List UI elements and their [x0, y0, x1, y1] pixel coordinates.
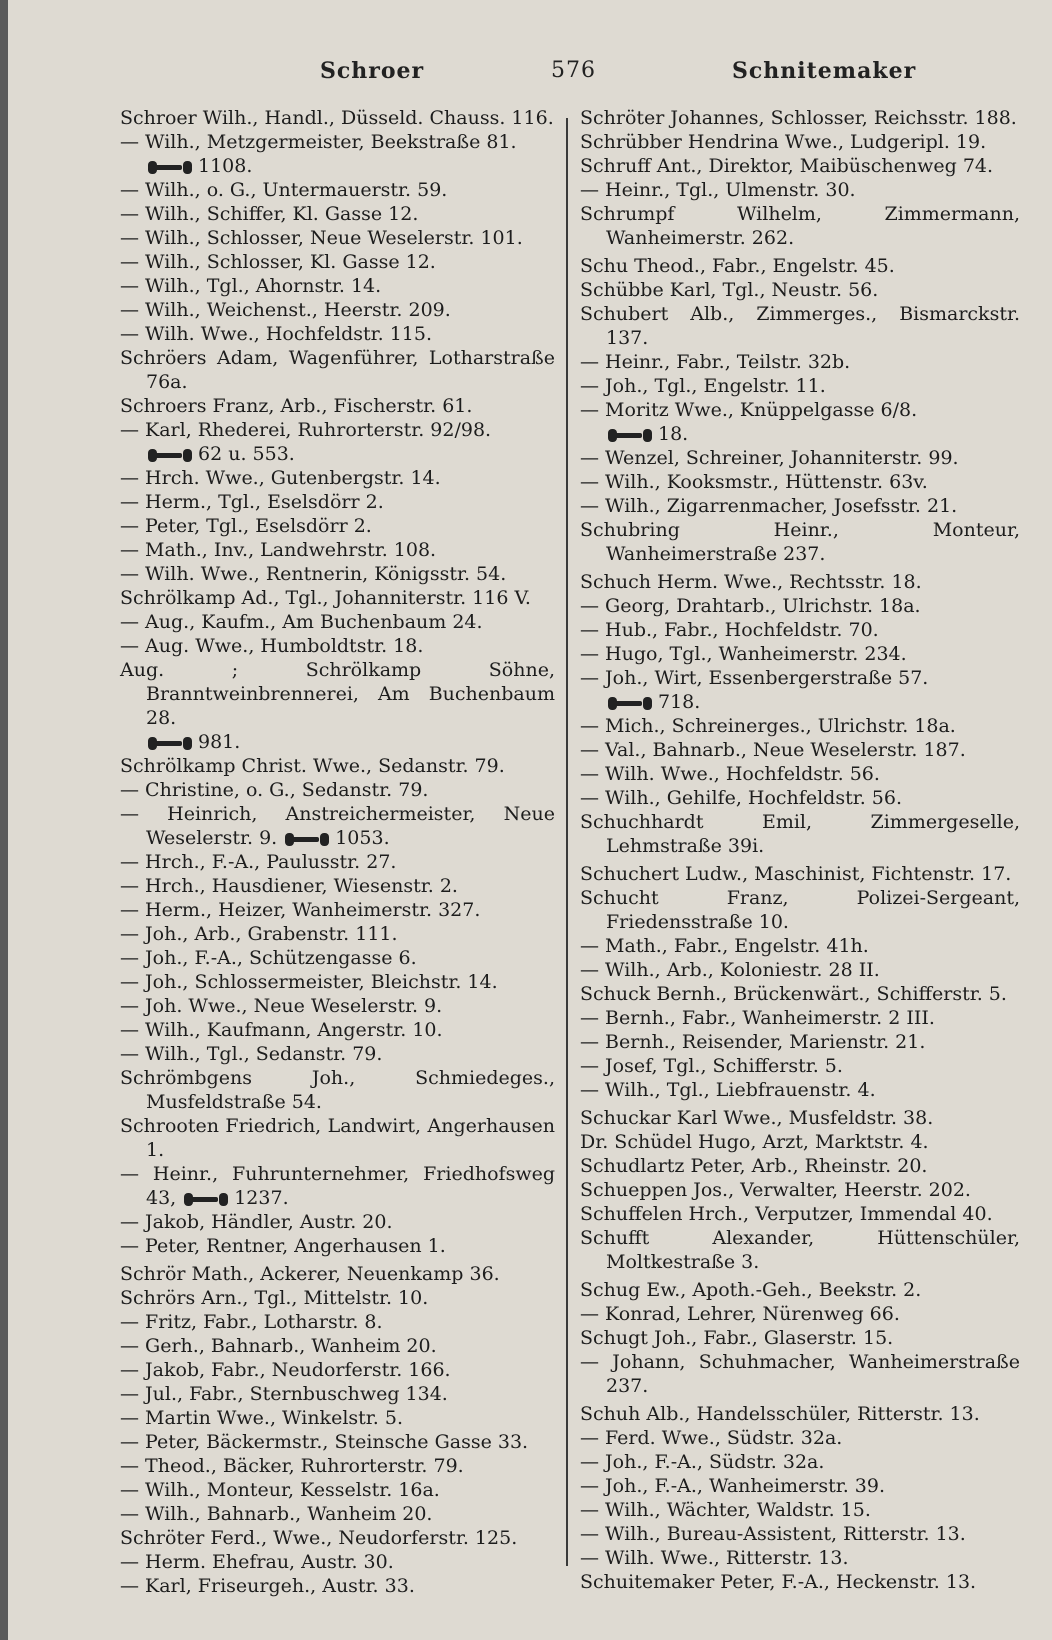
entry-text: Schrörs Arn., Tgl., Mittelstr. 10. — [120, 1287, 429, 1309]
entry-text: Schubert Alb., Zimmerges., Bismarckstr. 137. — [580, 303, 1020, 349]
phone-number: 718. — [658, 691, 701, 713]
directory-entry — [580, 278, 1020, 302]
entry-text: — Mich., Schreinerges., Ulrichstr. 18a. — [580, 715, 956, 737]
directory-entry — [120, 634, 555, 658]
entry-text: Schugt Joh., Fabr., Glaserstr. 15. — [580, 1327, 894, 1349]
entry-text: — Joh., Schlossermeister, Bleichstr. 14. — [120, 971, 498, 993]
directory-entry — [580, 1450, 1020, 1474]
directory-entry — [120, 970, 555, 994]
entry-text: Schrooten Friedrich, Landwirt, Angerhausen 1. — [120, 1115, 555, 1161]
directory-entry — [120, 1066, 555, 1114]
directory-entry — [120, 1526, 555, 1550]
directory-entry — [120, 274, 555, 298]
directory-entry — [580, 446, 1020, 470]
directory-entry — [120, 1018, 555, 1042]
directory-entry — [580, 594, 1020, 618]
directory-entry — [120, 130, 555, 154]
entry-text: — Wilh. Wwe., Hochfeldstr. 115. — [120, 323, 433, 345]
phone-number: 981. — [198, 731, 241, 753]
entry-text: Schrübber Hendrina Wwe., Ludgeripl. 19. — [580, 131, 987, 153]
entry-text: Schrölkamp Ad., Tgl., Johanniterstr. 116 V. — [120, 587, 531, 609]
entry-text: — Wilh., Monteur, Kesselstr. 16a. — [120, 1479, 440, 1501]
directory-entry — [120, 1550, 555, 1574]
directory-entry — [120, 490, 555, 514]
directory-entry — [580, 1326, 1020, 1350]
entry-text: — Joh., F.-A., Südstr. 32a. — [580, 1451, 825, 1473]
directory-entry — [120, 994, 555, 1018]
entry-text: — Hrch., F.-A., Paulusstr. 27. — [120, 851, 397, 873]
directory-entry — [120, 1574, 555, 1598]
entry-text: Schröter Johannes, Schlosser, Reichsstr. 188. — [580, 107, 1017, 129]
entry-text: — Josef, Tgl., Schifferstr. 5. — [580, 1055, 843, 1077]
entry-text: — Wilh., Bureau-Assistent, Ritterstr. 13. — [580, 1523, 966, 1545]
entry-text: — Wilh., Zigarrenmacher, Josefsstr. 21. — [580, 495, 958, 517]
directory-entry — [120, 202, 555, 226]
directory-entry — [120, 394, 555, 418]
directory-entry — [580, 130, 1020, 154]
directory-entry — [120, 1358, 555, 1382]
directory-entry — [580, 810, 1020, 858]
directory-entry — [580, 494, 1020, 518]
directory-entry — [580, 1546, 1020, 1570]
entry-text: — Hrch., Hausdiener, Wiesenstr. 2. — [120, 875, 458, 897]
directory-entry — [120, 1162, 555, 1210]
entry-text: Schuchert Ludw., Maschinist, Fichtenstr. 17. — [580, 863, 1012, 885]
entry-text: Schubring Heinr., Monteur, Wanheimerstraße 237. — [580, 519, 1020, 565]
directory-entry — [120, 322, 555, 346]
entry-text: Schu Theod., Fabr., Engelstr. 45. — [580, 255, 895, 277]
directory-entry — [120, 1382, 555, 1406]
directory-entry — [120, 1310, 555, 1334]
directory-entry — [580, 1130, 1020, 1154]
directory-entry — [120, 1406, 555, 1430]
directory-entry — [120, 1454, 555, 1478]
directory-entry — [580, 1302, 1020, 1326]
entry-text: — Moritz Wwe., Knüppelgasse 6/8. — [580, 399, 918, 421]
entry-text: Schröers Adam, Wagenführer, Lotharstraße 76a. — [120, 347, 555, 393]
entry-text: — Konrad, Lehrer, Nürenweg 66. — [580, 1303, 900, 1325]
entry-text: Schroer Wilh., Handl., Düsseld. Chauss. 116. — [120, 107, 554, 129]
entry-text: — Aug., Kaufm., Am Buchenbaum 24. — [120, 611, 483, 633]
directory-entry — [120, 922, 555, 946]
entry-text: Schueppen Jos., Verwalter, Heerstr. 202. — [580, 1179, 971, 1201]
entry-text: — Wilh. Wwe., Rentnerin, Königsstr. 54. — [120, 563, 507, 585]
entry-text: — Wilh. Wwe., Ritterstr. 13. — [580, 1547, 849, 1569]
entry-text: — Theod., Bäcker, Ruhrorterstr. 79. — [120, 1455, 464, 1477]
entry-text: Schuckar Karl Wwe., Musfeldstr. 38. — [580, 1107, 934, 1129]
directory-entry — [580, 1522, 1020, 1546]
entry-text: — Bernh., Fabr., Wanheimerstr. 2 III. — [580, 1007, 935, 1029]
directory-entry — [120, 1334, 555, 1358]
entry-text: Schübbe Karl, Tgl., Neustr. 56. — [580, 279, 879, 301]
entry-text: — Peter, Bäckermstr., Steinsche Gasse 33. — [120, 1431, 529, 1453]
entry-text: — Joh., Arb., Grabenstr. 111. — [120, 923, 398, 945]
entry-text: Schuch Herm. Wwe., Rechtsstr. 18. — [580, 571, 922, 593]
directory-entry — [580, 518, 1020, 566]
directory-entry — [120, 1210, 555, 1234]
entry-text: — Hrch. Wwe., Gutenbergstr. 14. — [120, 467, 441, 489]
entry-text: — Wilh., Kaufmann, Angerstr. 10. — [120, 1019, 443, 1041]
directory-entry — [120, 802, 555, 850]
directory-entry — [580, 154, 1020, 178]
entry-text: — Joh. Wwe., Neue Weselerstr. 9. — [120, 995, 443, 1017]
directory-entry — [120, 298, 555, 322]
telephone-icon — [148, 448, 192, 462]
directory-entry — [120, 946, 555, 970]
entry-text: — Wilh., Schiffer, Kl. Gasse 12. — [120, 203, 419, 225]
entry-text: — Wilh., Schlosser, Kl. Gasse 12. — [120, 251, 436, 273]
entry-text: Schuh Alb., Handelsschüler, Ritterstr. 13. — [580, 1403, 980, 1425]
column-divider — [566, 118, 568, 1566]
directory-entry — [580, 1054, 1020, 1078]
left-column — [120, 106, 555, 1598]
entry-text: Schroers Franz, Arb., Fischerstr. 61. — [120, 395, 473, 417]
directory-entry — [580, 1426, 1020, 1450]
entry-text: — Wilh., Bahnarb., Wanheim 20. — [120, 1503, 433, 1525]
entry-text: — Math., Fabr., Engelstr. 41h. — [580, 935, 869, 957]
directory-entry — [580, 1106, 1020, 1130]
directory-entry — [580, 1278, 1020, 1302]
entry-text: — Val., Bahnarb., Neue Weselerstr. 187. — [580, 739, 966, 761]
directory-entry — [580, 1474, 1020, 1498]
entry-text: — Wilh., Metzgermeister, Beekstraße 81. — [120, 131, 517, 153]
phone-number: 62 u. 553. — [198, 443, 295, 465]
entry-text: — Georg, Drahtarb., Ulrichstr. 18a. — [580, 595, 921, 617]
directory-entry — [120, 1478, 555, 1502]
entry-text: — Aug. Wwe., Humboldtstr. 18. — [120, 635, 424, 657]
directory-entry — [580, 1006, 1020, 1030]
directory-entry — [580, 1498, 1020, 1522]
phone-number-line — [580, 690, 1020, 714]
entry-text: — Wilh., Tgl., Sedanstr. 79. — [120, 1043, 383, 1065]
phone-number-line — [580, 422, 1020, 446]
entry-text: — Wilh., Gehilfe, Hochfeldstr. 56. — [580, 787, 902, 809]
entry-text: — Jakob, Händler, Austr. 20. — [120, 1211, 393, 1233]
directory-entry — [120, 1042, 555, 1066]
entry-text: — Wilh., Tgl., Liebfrauenstr. 4. — [580, 1079, 876, 1101]
directory-entry — [120, 562, 555, 586]
directory-entry — [580, 1226, 1020, 1274]
header-right-keyword: Schnitemaker — [732, 58, 917, 84]
directory-entry — [120, 658, 555, 730]
phone-number-line — [120, 154, 555, 178]
entry-text: — Karl, Rhederei, Ruhrorterstr. 92/98. — [120, 419, 492, 441]
directory-entry — [120, 778, 555, 802]
directory-entry — [580, 1030, 1020, 1054]
directory-entry — [580, 1202, 1020, 1226]
directory-entry — [580, 1402, 1020, 1426]
directory-entry — [120, 466, 555, 490]
directory-entry — [120, 874, 555, 898]
directory-entry — [580, 862, 1020, 886]
entry-text: — Wilh., Wächter, Waldstr. 15. — [580, 1499, 871, 1521]
directory-entry — [120, 898, 555, 922]
entry-text: — Wilh., o. G., Untermauerstr. 59. — [120, 179, 448, 201]
directory-entry — [120, 346, 555, 394]
entry-text: — Wilh., Kooksmstr., Hüttenstr. 63v. — [580, 471, 928, 493]
directory-entry — [120, 226, 555, 250]
entry-text: — Wilh., Arb., Koloniestr. 28 II. — [580, 959, 880, 981]
entry-text: — Peter, Rentner, Angerhausen 1. — [120, 1235, 446, 1257]
entry-text: — Math., Inv., Landwehrstr. 108. — [120, 539, 437, 561]
directory-entry — [580, 982, 1020, 1006]
directory-entry — [580, 738, 1020, 762]
entry-text: — Bernh., Reisender, Marienstr. 21. — [580, 1031, 926, 1053]
entry-text: Schuck Bernh., Brückenwärt., Schifferstr. 5. — [580, 983, 1007, 1005]
directory-entry — [580, 934, 1020, 958]
directory-entry — [120, 250, 555, 274]
entry-text: — Peter, Tgl., Eselsdörr 2. — [120, 515, 372, 537]
entry-text: — Christine, o. G., Sedanstr. 79. — [120, 779, 429, 801]
entry-text: — Ferd. Wwe., Südstr. 32a. — [580, 1427, 843, 1449]
directory-entry — [580, 374, 1020, 398]
directory-entry — [580, 786, 1020, 810]
header-left-keyword: Schroer — [320, 58, 425, 84]
directory-entry — [120, 538, 555, 562]
phone-number-line — [120, 442, 555, 466]
directory-entry — [580, 618, 1020, 642]
phone-number: 1053. — [335, 827, 390, 849]
entry-text: — Wilh., Tgl., Ahornstr. 14. — [120, 275, 382, 297]
directory-entry — [580, 886, 1020, 934]
phone-number: 18. — [658, 423, 689, 445]
directory-entry — [120, 610, 555, 634]
entry-text: — Herm., Tgl., Eselsdörr 2. — [120, 491, 384, 513]
entry-text: — Johann, Schuhmacher, Wanheimerstraße 237. — [580, 1351, 1020, 1397]
entry-text: — Hugo, Tgl., Wanheimerstr. 234. — [580, 643, 907, 665]
entry-text: Schucht Franz, Polizei-Sergeant, Friedensstraße 10. — [580, 887, 1020, 933]
entry-text: Schruff Ant., Direktor, Maibüschenweg 74. — [580, 155, 994, 177]
entry-text: — Joh., Tgl., Engelstr. 11. — [580, 375, 826, 397]
directory-entry — [580, 642, 1020, 666]
entry-text: — Heinr., Fabr., Teilstr. 32b. — [580, 351, 851, 373]
directory-entry — [120, 850, 555, 874]
directory-entry — [580, 398, 1020, 422]
directory-entry — [120, 1262, 555, 1286]
telephone-icon — [285, 832, 329, 846]
entry-text: — Jul., Fabr., Sternbuschweg 134. — [120, 1383, 448, 1405]
entry-text: — Wenzel, Schreiner, Johanniterstr. 99. — [580, 447, 959, 469]
directory-entry — [120, 1234, 555, 1258]
entry-text: Dr. Schüdel Hugo, Arzt, Marktstr. 4. — [580, 1131, 929, 1153]
entry-text: Schuchhardt Emil, Zimmergeselle, Lehmstraße 39i. — [580, 811, 1020, 857]
entry-text: — Gerh., Bahnarb., Wanheim 20. — [120, 1335, 437, 1357]
directory-entry — [120, 1430, 555, 1454]
directory-entry — [120, 1114, 555, 1162]
entry-text: — Herm. Ehefrau, Austr. 30. — [120, 1551, 394, 1573]
directory-entry — [580, 714, 1020, 738]
directory-entry — [580, 202, 1020, 250]
right-column — [580, 106, 1020, 1594]
entry-text: Aug. ; Schrölkamp Söhne, Branntweinbrennerei, Am Buchenbaum 28. — [120, 659, 555, 729]
directory-entry — [580, 570, 1020, 594]
directory-page — [8, 0, 1052, 1640]
page-number: 576 — [551, 58, 596, 83]
directory-entry — [120, 178, 555, 202]
directory-entry — [120, 1286, 555, 1310]
directory-entry — [580, 350, 1020, 374]
directory-entry — [120, 586, 555, 610]
directory-entry — [580, 302, 1020, 350]
entry-text: Schröter Ferd., Wwe., Neudorferstr. 125. — [120, 1527, 518, 1549]
phone-number: 1108. — [198, 155, 253, 177]
entry-text: — Herm., Heizer, Wanheimerstr. 327. — [120, 899, 481, 921]
entry-text: Schrömbgens Joh., Schmiedeges., Musfeldstraße 54. — [120, 1067, 555, 1113]
directory-entry — [580, 106, 1020, 130]
page-header — [8, 58, 1052, 94]
directory-entry — [580, 178, 1020, 202]
directory-entry — [580, 666, 1020, 690]
directory-entry — [580, 1078, 1020, 1102]
directory-entry — [120, 418, 555, 442]
phone-number: 1237. — [234, 1187, 289, 1209]
entry-text: — Joh., F.-A., Schützengasse 6. — [120, 947, 417, 969]
directory-entry — [580, 254, 1020, 278]
directory-entry — [580, 762, 1020, 786]
directory-entry — [120, 106, 555, 130]
directory-entry — [580, 1154, 1020, 1178]
directory-entry — [580, 1178, 1020, 1202]
entry-text: — Wilh., Schlosser, Neue Weselerstr. 101. — [120, 227, 523, 249]
entry-text: Schuitemaker Peter, F.-A., Heckenstr. 13. — [580, 1571, 977, 1593]
phone-number-line — [120, 730, 555, 754]
entry-text: — Fritz, Fabr., Lotharstr. 8. — [120, 1311, 383, 1333]
entry-text: — Heinr., Fuhrunternehmer, Friedhofsweg 43, — [120, 1163, 555, 1209]
entry-text: — Heinrich, Anstreichermeister, Neue Weselerstr. 9. — [120, 803, 555, 849]
entry-text: Schug Ew., Apoth.-Geh., Beekstr. 2. — [580, 1279, 922, 1301]
entry-text: — Martin Wwe., Winkelstr. 5. — [120, 1407, 403, 1429]
entry-text: — Joh., Wirt, Essenbergerstraße 57. — [580, 667, 929, 689]
telephone-icon — [184, 1192, 228, 1206]
entry-text: — Wilh. Wwe., Hochfeldstr. 56. — [580, 763, 880, 785]
telephone-icon — [148, 736, 192, 750]
directory-entry — [120, 514, 555, 538]
entry-text: — Wilh., Weichenst., Heerstr. 209. — [120, 299, 451, 321]
entry-text: — Heinr., Tgl., Ulmenstr. 30. — [580, 179, 856, 201]
entry-text: Schrör Math., Ackerer, Neuenkamp 36. — [120, 1263, 500, 1285]
entry-text: — Hub., Fabr., Hochfeldstr. 70. — [580, 619, 879, 641]
directory-entry — [580, 1570, 1020, 1594]
directory-entry — [580, 1350, 1020, 1398]
entry-text: Schrölkamp Christ. Wwe., Sedanstr. 79. — [120, 755, 505, 777]
telephone-icon — [608, 428, 652, 442]
entry-text: Schudlartz Peter, Arb., Rheinstr. 20. — [580, 1155, 928, 1177]
entry-text: — Jakob, Fabr., Neudorferstr. 166. — [120, 1359, 451, 1381]
entry-text: — Karl, Friseurgeh., Austr. 33. — [120, 1575, 415, 1597]
entry-text: Schuffelen Hrch., Verputzer, Immendal 40. — [580, 1203, 993, 1225]
directory-entry — [120, 1502, 555, 1526]
telephone-icon — [148, 160, 192, 174]
entry-text: Schrumpf Wilhelm, Zimmermann, Wanheimerstr. 262. — [580, 203, 1020, 249]
entry-text: — Joh., F.-A., Wanheimerstr. 39. — [580, 1475, 885, 1497]
directory-entry — [580, 470, 1020, 494]
directory-entry — [120, 754, 555, 778]
directory-entry — [580, 958, 1020, 982]
telephone-icon — [608, 696, 652, 710]
entry-text: Schufft Alexander, Hüttenschüler, Moltkestraße 3. — [580, 1227, 1020, 1273]
